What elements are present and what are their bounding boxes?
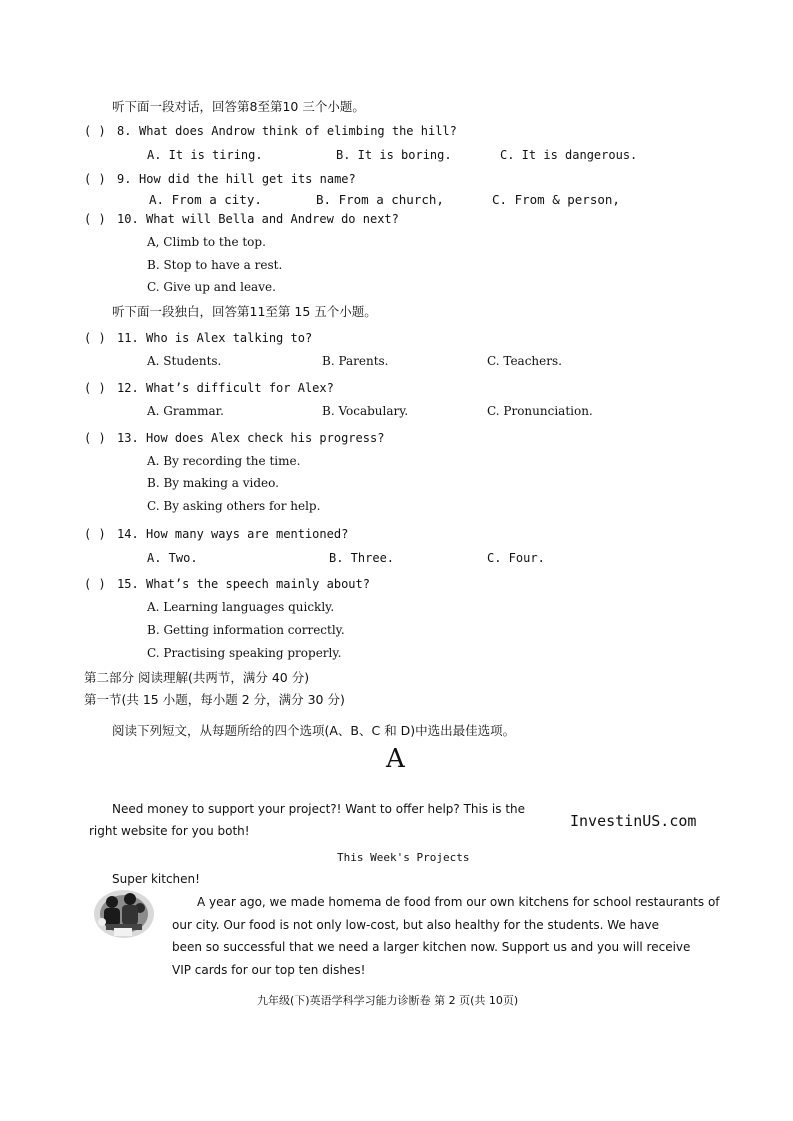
question-text: What will Bella and Andrew do next? (146, 212, 399, 226)
part2-heading: 第二部分 阅读理解(共两节，满分 40 分) (84, 670, 310, 685)
answer-bracket[interactable]: ( ) (84, 124, 106, 138)
question-text: What’s difficult for Alex? (146, 381, 334, 395)
option-c: C. From & person, (492, 192, 620, 207)
option-c: C. Four. (487, 551, 545, 565)
question-number: 10. (117, 212, 139, 226)
option-a: A. Two. (147, 551, 198, 565)
question-number: 12. (117, 381, 139, 395)
option-a: A. From a city. (149, 192, 262, 207)
question-text: Who is Alex talking to? (146, 331, 313, 345)
option-c: C. Pronunciation. (487, 404, 593, 418)
option-c: C. Teachers. (487, 354, 562, 368)
option-b: B. Getting information correctly. (147, 623, 345, 637)
project-line-1: A year ago, we made homema de food from our own kitchens for school restaurants of (197, 895, 720, 909)
option-a: A, Climb to the top. (147, 235, 266, 249)
option-c: C. Give up and leave. (147, 280, 276, 294)
question-text: How did the hill get its name? (139, 172, 356, 186)
option-a: A. Grammar. (147, 404, 224, 418)
option-c: C. By asking others for help. (147, 499, 321, 513)
kitchen-illustration (92, 886, 156, 940)
option-b: B. Parents. (322, 354, 389, 368)
answer-bracket[interactable]: ( ) (84, 431, 106, 445)
option-a: A. By recording the time. (147, 454, 301, 468)
option-b: B. Stop to have a rest. (147, 258, 283, 272)
reading-instruction: 阅读下列短文，从每题所给的四个选项(A、B、C 和 D)中选出最佳选项。 (112, 723, 516, 738)
answer-bracket[interactable]: ( ) (84, 381, 106, 395)
option-c: C. It is dangerous. (500, 148, 638, 162)
listening-intro-monologue: 听下面一段独白，回答第11至第 15 五个小题。 (112, 304, 377, 319)
question-text: What does Androw think of elimbing the hill? (139, 124, 457, 138)
project-line-4: VIP cards for our top ten dishes! (172, 963, 366, 977)
listening-intro-dialogue: 听下面一段对话，回答第8至第10 三个小题。 (112, 99, 365, 114)
answer-bracket[interactable]: ( ) (84, 577, 106, 591)
answer-bracket[interactable]: ( ) (84, 172, 106, 186)
site-name: InvestinUS.com (570, 812, 697, 830)
option-b: B. Three. (329, 551, 395, 565)
option-b: B. Vocabulary. (322, 404, 409, 418)
option-b: B. By making a video. (147, 476, 279, 490)
section1-heading: 第一节(共 15 小题，每小题 2 分，满分 30 分) (84, 692, 345, 707)
option-a: A. It is tiring. (147, 148, 263, 162)
answer-bracket[interactable]: ( ) (84, 331, 106, 345)
option-a: A. Learning languages quickly. (147, 600, 335, 614)
project-line-2: our city. Our food is not only low-cost, but also healthy for the students. We have (172, 918, 660, 932)
option-a: A. Students. (147, 354, 222, 368)
intro-line-2: right website for you both! (89, 824, 250, 838)
question-text: What’s the speech mainly about? (146, 577, 370, 591)
passage-letter: A (386, 744, 405, 774)
question-number: 14. (117, 527, 139, 541)
question-number: 15. (117, 577, 139, 591)
option-c: C. Practising speaking properly. (147, 646, 342, 660)
question-text: How does Alex check his progress? (146, 431, 385, 445)
question-text: How many ways are mentioned? (146, 527, 349, 541)
answer-bracket[interactable]: ( ) (84, 212, 106, 226)
question-number: 11. (117, 331, 139, 345)
answer-bracket[interactable]: ( ) (84, 527, 106, 541)
question-number: 13. (117, 431, 139, 445)
project-title: Super kitchen! (112, 872, 200, 886)
page-footer: 九年级(下)英语学科学习能力诊断卷 第 2 页(共 10页) (257, 994, 519, 1007)
project-line-3: been so successful that we need a larger kitchen now. Support us and you will receive (172, 940, 691, 954)
option-b: B. It is boring. (336, 148, 452, 162)
weekly-heading: This Week's Projects (337, 851, 470, 864)
intro-line-1: Need money to support your project?! Want to offer help? This is the (112, 802, 526, 816)
question-number: 8. (117, 124, 132, 138)
option-b: B. From a church, (316, 192, 444, 207)
question-number: 9. (117, 172, 132, 186)
